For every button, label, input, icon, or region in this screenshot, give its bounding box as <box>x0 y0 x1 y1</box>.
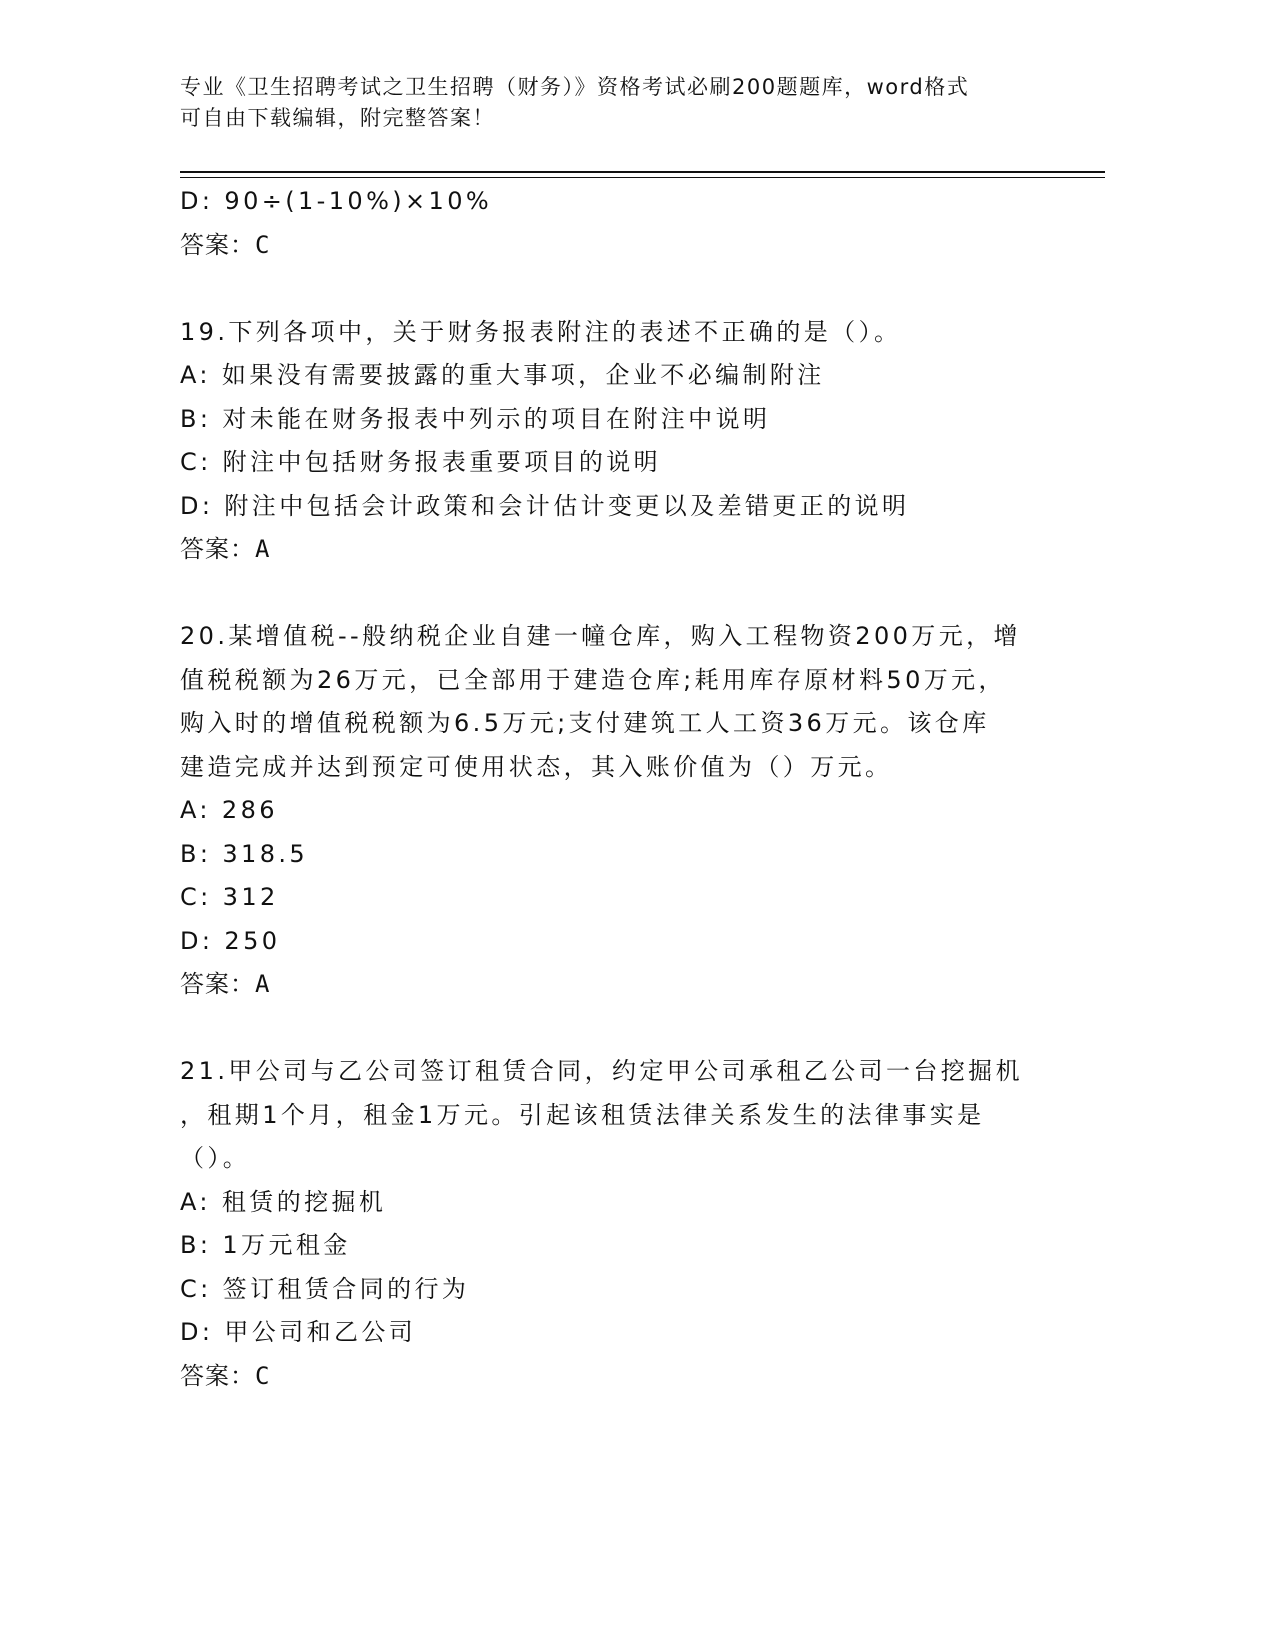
question-list <box>180 180 1040 1398</box>
question-block-21 <box>180 1050 1040 1398</box>
option-d: D: 甲公司和乙公司 <box>180 1318 417 1346</box>
option-d: D: 250 <box>180 926 281 955</box>
question-stem-line-3: （）。 <box>180 1144 251 1172</box>
question-stem-line-3: 购入时的增值税税额为6.5万元;支付建筑工人工资36万元。该仓库 <box>180 709 990 737</box>
option-a: A: 286 <box>180 796 278 824</box>
question-block-19 <box>180 311 1040 572</box>
header-divider-thin <box>180 177 1105 178</box>
option-b: B: 对未能在财务报表中列示的项目在附注中说明 <box>180 404 771 433</box>
question-block-20 <box>180 615 1040 1007</box>
question-stem: 19.下列各项中，关于财务报表附注的表述不正确的是（）。 <box>180 317 902 346</box>
answer-line: 答案：C <box>180 1361 271 1390</box>
spacer <box>180 267 1040 311</box>
option-c: C: 附注中包括财务报表重要项目的说明 <box>180 448 662 476</box>
option-b: B: 1万元租金 <box>180 1231 351 1259</box>
question-stem-line-4: 建造完成并达到预定可使用状态，其入账价值为（）万元。 <box>180 752 893 781</box>
question-stem-line-2: ，租期1个月，租金1万元。引起该租赁法律关系发生的法律事实是 <box>180 1100 985 1129</box>
question-stem-line-1: 21.甲公司与乙公司签订租赁合同，约定甲公司承租乙公司一台挖掘机 <box>180 1057 1023 1085</box>
answer-line: 答案：A <box>180 970 271 998</box>
option-a: A: 租赁的挖掘机 <box>180 1187 387 1216</box>
document-header <box>180 72 1080 134</box>
option-b: B: 318.5 <box>180 839 309 868</box>
option-c: C: 312 <box>180 883 279 911</box>
option-a: A: 如果没有需要披露的重大事项，企业不必编制附注 <box>180 361 825 389</box>
question-block-18 <box>180 180 1040 267</box>
spacer <box>180 1007 1040 1051</box>
question-stem-line-1: 20.某增值税--般纳税企业自建一幢仓库，购入工程物资200万元，增 <box>180 622 1021 650</box>
option-d: D: 附注中包括会计政策和会计估计变更以及差错更正的说明 <box>180 491 910 520</box>
option-d: D: 90÷(1-10%)×10% <box>180 187 493 215</box>
header-title-line-2: 可自由下载编辑，附完整答案！ <box>180 106 495 130</box>
answer-line: 答案：C <box>180 230 271 259</box>
header-divider-thick <box>180 171 1105 173</box>
header-title-line-1: 专业《卫生招聘考试之卫生招聘（财务）》资格考试必刷200题题库，word格式 <box>180 75 970 99</box>
spacer <box>180 572 1040 616</box>
option-c: C: 签订租赁合同的行为 <box>180 1274 470 1303</box>
question-stem-line-2: 值税税额为26万元，已全部用于建造仓库;耗用库存原材料50万元， <box>180 665 1006 694</box>
answer-line: 答案：A <box>180 535 271 563</box>
